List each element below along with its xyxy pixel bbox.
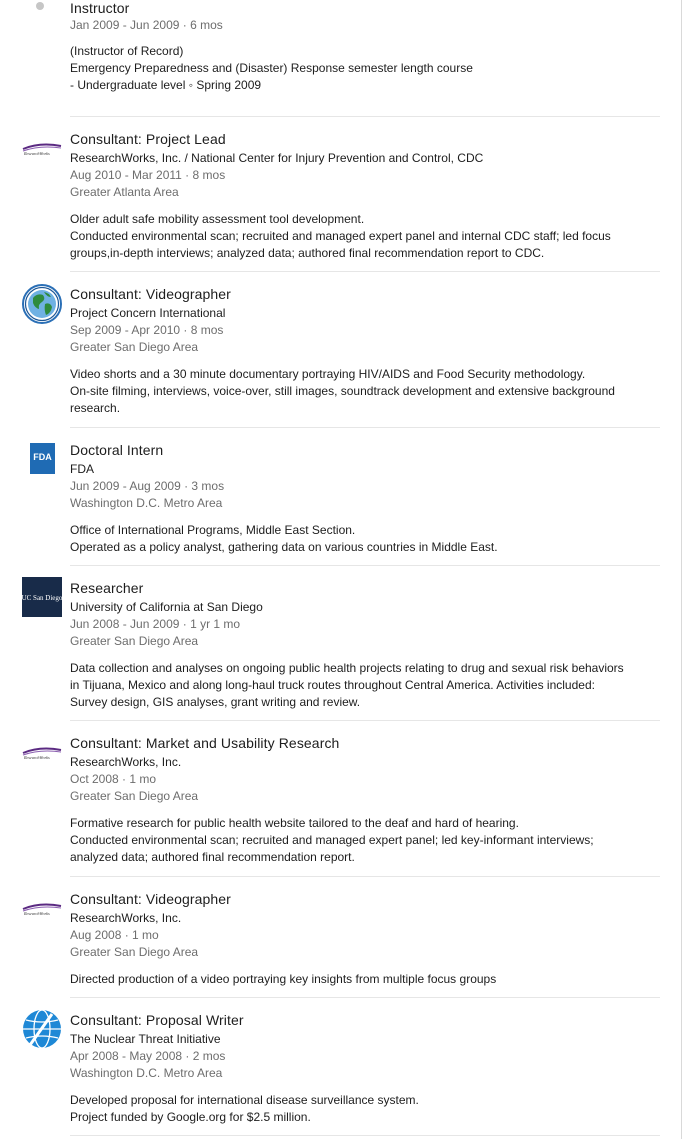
experience-dates: Aug 2008 · 1 mo [70, 928, 159, 942]
svg-text:UC San Diego: UC San Diego [22, 594, 62, 602]
experience-location: Greater Atlanta Area [70, 185, 179, 199]
experience-location: Greater San Diego Area [70, 340, 199, 354]
researchworks-logo[interactable] [22, 896, 62, 936]
experience-company: The Nuclear Threat Initiative [70, 1032, 221, 1046]
experience-title[interactable]: Consultant: Videographer [70, 286, 231, 302]
fda-logo[interactable] [30, 443, 55, 474]
svg-text:ResearchWorks: ResearchWorks [24, 755, 50, 760]
experience-dates: Apr 2008 - May 2008 · 2 mos [70, 1049, 226, 1063]
experience-location: Greater San Diego Area [70, 789, 199, 803]
divider [70, 997, 660, 998]
experience-title[interactable]: Consultant: Proposal Writer [70, 1012, 244, 1028]
experience-description: Formative research for public health website tailored to the deaf and hard of hearing. Conducted environmental scan; recruited and managed expert panel; led key-informant interviews; analyzed data; authored final recommendation report. [70, 816, 594, 864]
experience-title[interactable]: Consultant: Project Lead [70, 131, 226, 147]
divider [70, 271, 660, 272]
nti-globe-logo[interactable] [22, 1009, 62, 1049]
globe-logo[interactable] [22, 284, 62, 324]
timeline-dot-icon [36, 2, 44, 10]
experience-description: Older adult safe mobility assessment tool development. Conducted environmental scan; recruited and managed expert panel and internal CDC staff; led focus groups,in-depth interviews; analyzed data; authored final recommendation report to CDC. [70, 212, 611, 260]
experience-dates: Jun 2009 - Aug 2009 · 3 mos [70, 479, 225, 493]
experience-dates: Jun 2008 - Jun 2009 · 1 yr 1 mo [70, 617, 241, 631]
researchworks-logo[interactable] [22, 136, 62, 176]
experience-description: (Instructor of Record) Emergency Preparedness and (Disaster) Response semester length course - Undergraduate level ◦ Spring 2009 [70, 44, 473, 92]
experience-location: Washington D.C. Metro Area [70, 1066, 223, 1080]
experience-location: Washington D.C. Metro Area [70, 496, 223, 510]
divider [70, 876, 660, 877]
experience-description: Data collection and analyses on ongoing public health projects relating to drug and sexual risk behaviors in Tijuana, Mexico and along long-haul truck routes throughout Central America. Activities included: Survey design, GIS analyses, grant writing and review. [70, 661, 624, 709]
experience-company: ResearchWorks, Inc. [70, 755, 182, 769]
experience-description: Developed proposal for international disease surveillance system. Project funded by Google.org for $2.5 million. [70, 1093, 419, 1124]
experience-dates: Jan 2009 - Jun 2009 · 6 mos [70, 18, 223, 32]
divider [70, 565, 660, 566]
divider [70, 1135, 660, 1136]
experience-dates: Aug 2010 - Mar 2011 · 8 mos [70, 168, 226, 182]
experience-description: Directed production of a video portraying key insights from multiple focus groups [70, 972, 497, 986]
experience-location: Greater San Diego Area [70, 634, 199, 648]
experience-company: FDA [70, 462, 94, 476]
ucsd-logo[interactable] [22, 577, 62, 617]
researchworks-logo[interactable] [22, 740, 62, 780]
experience-title[interactable]: Doctoral Intern [70, 442, 164, 458]
experience-company: ResearchWorks, Inc. [70, 911, 182, 925]
experience-location: Greater San Diego Area [70, 945, 199, 959]
experience-company: Project Concern International [70, 306, 226, 320]
experience-dates: Sep 2009 - Apr 2010 · 8 mos [70, 323, 224, 337]
experience-dates: Oct 2008 · 1 mo [70, 772, 157, 786]
panel-right-border [681, 0, 682, 1139]
experience-company: ResearchWorks, Inc. / National Center for Injury Prevention and Control, CDC [70, 151, 484, 165]
svg-text:ResearchWorks: ResearchWorks [24, 151, 50, 156]
experience-description: Video shorts and a 30 minute documentary portraying HIV/AIDS and Food Security methodology. On-site filming, interviews, voice-over, still images, soundtrack development and extensive background research. [70, 367, 615, 415]
divider [70, 720, 660, 721]
experience-title[interactable]: Consultant: Market and Usability Research [70, 735, 340, 751]
experience-title[interactable]: Instructor [70, 0, 130, 16]
experience-title[interactable]: Consultant: Videographer [70, 891, 231, 907]
experience-title[interactable]: Researcher [70, 580, 144, 596]
divider [70, 116, 660, 117]
divider [70, 427, 660, 428]
experience-description: Office of International Programs, Middle East Section. Operated as a policy analyst, gathering data on various countries in Middle East. [70, 523, 498, 554]
experience-company: University of California at San Diego [70, 600, 263, 614]
svg-text:ResearchWorks: ResearchWorks [24, 911, 50, 916]
svg-text:FDA: FDA [33, 452, 52, 462]
